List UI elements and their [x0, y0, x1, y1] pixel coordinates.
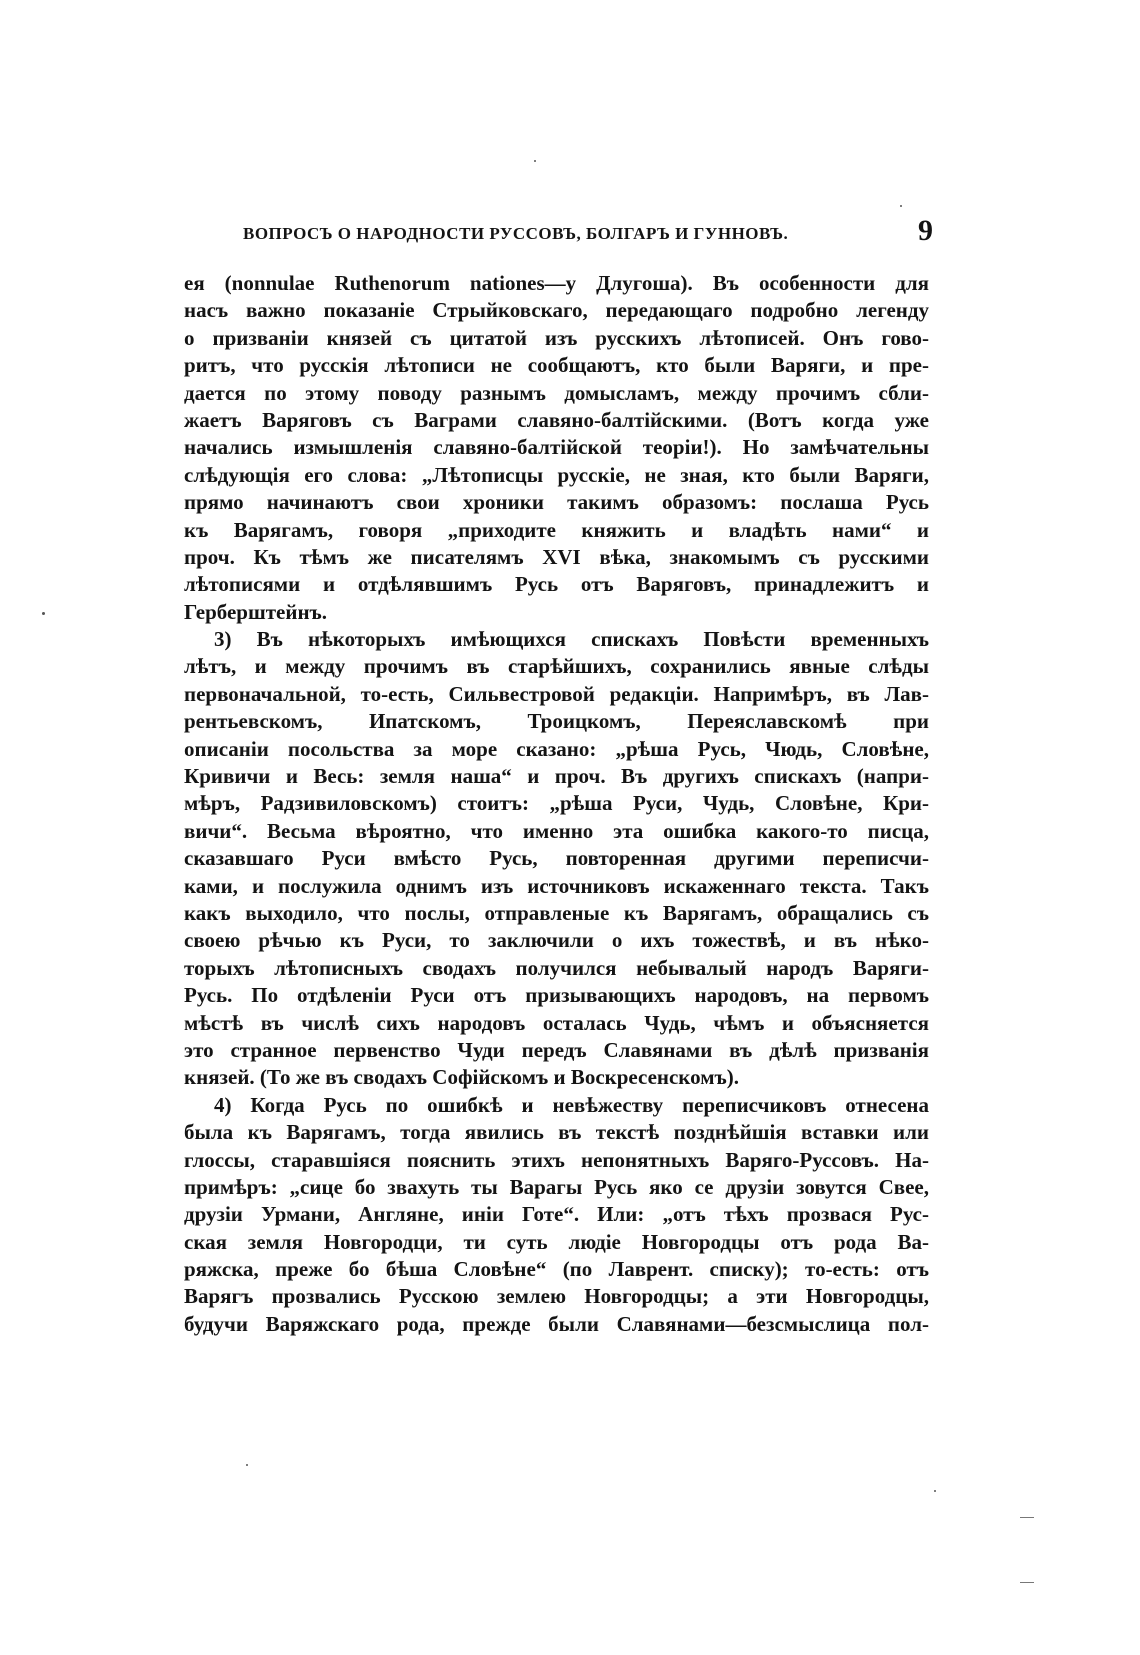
text-line: ряжска, преже бо бѣша Словѣне“ (по Лаврент. списку); то-есть: отъ — [184, 1257, 929, 1282]
paragraph-start-line: 3) Въ нѣкоторыхъ имѣющихся спискахъ Повѣсти временныхъ — [214, 627, 929, 652]
text-line: мѣръ, Радзивиловскомъ) стоитъ: „рѣша Руси, Чудь, Словѣне, Кри- — [184, 791, 929, 816]
text-line: прямо начинаютъ свои хроники такимъ образомъ: послаша Русь — [184, 490, 929, 515]
text-line: торыхъ лѣтописныхъ сводахъ получился небывалый народъ Варяги- — [184, 955, 929, 980]
text-line: о призваніи князей съ цитатой изъ русскихъ лѣтописей. Онъ гово- — [184, 325, 929, 350]
text-line: какъ выходило, что послы, отправленые къ Варягамъ, обращались съ — [184, 900, 929, 925]
paragraph-end-line: князей. (То же въ сводахъ Софійскомъ и Воскресенскомъ). — [184, 1065, 740, 1090]
scan-speck — [900, 205, 902, 207]
text-line: мѣстѣ въ числѣ сихъ народовъ осталась Чудь, чѣмъ и объясняется — [184, 1010, 929, 1035]
text-line: друзіи Урмани, Англяне, иніи Готе“. Или: „отъ тѣхъ прозвася Рус- — [184, 1202, 929, 1227]
text-line: это странное первенство Чуди передъ Славянами въ дѣлѣ призванія — [184, 1037, 929, 1062]
text-line: ская земля Новгородци, ти суть людіе Новгородцы отъ рода Ва- — [184, 1229, 929, 1254]
scan-mark — [1020, 1582, 1034, 1583]
text-line: проч. Къ тѣмъ же писателямъ XVI вѣка, знакомымъ съ русскими — [184, 544, 929, 569]
text-line: Кривичи и Весь: земля наша“ и проч. Въ другихъ спискахъ (напри- — [184, 764, 929, 789]
page-number: 9 — [918, 214, 933, 247]
text-line: своею рѣчью къ Руси, то заключили о ихъ тожествѣ, и въ нѣко- — [184, 928, 929, 953]
text-line: Русь. По отдѣленіи Руси отъ призывающихъ народовъ, на первомъ — [184, 983, 929, 1008]
text-line: ея (nonnulae Ruthenorum nationes—у Длугоша). Въ особенности для — [184, 271, 929, 295]
text-line: была къ Варягамъ, тогда явились въ текстѣ позднѣйшія вставки или — [184, 1120, 929, 1145]
text-line: вичи“. Весьма вѣроятно, что именно эта ошибка какого-то писца, — [184, 818, 929, 843]
text-line: лѣтъ, и между прочимъ въ старѣйшихъ, сохранились явные слѣды — [184, 654, 929, 679]
running-title: ВОПРОСЪ О НАРОДНОСТИ РУССОВЪ, БОЛГАРЪ И ГУННОВЪ. — [243, 224, 789, 243]
text-line: глоссы, старавшіяся пояснить этихъ непонятныхъ Варяго-Руссовъ. На- — [184, 1147, 929, 1172]
paragraph-end-line: Герберштейнъ. — [184, 599, 328, 624]
page-header — [243, 214, 933, 254]
text-line: насъ важно показаніе Стрыйковскаго, передающаго подробно легенду — [184, 298, 929, 323]
scan-speck — [42, 612, 45, 615]
text-line: сказавшаго Руси вмѣсто Русь, повторенная другими переписчи- — [184, 846, 929, 871]
scan-speck — [246, 1464, 248, 1466]
text-line: ками, и послужила однимъ изъ источниковъ искаженнаго текста. Такъ — [184, 873, 929, 898]
scan-mark — [1020, 1517, 1034, 1518]
text-line: ритъ, что русскія лѣтописи не сообщаютъ, кто были Варяги, и пре- — [184, 353, 929, 378]
text-line: Варягъ прозвались Русскою землею Новгородцы; а эти Новгородцы, — [184, 1284, 929, 1309]
text-line: къ Варягамъ, говоря „приходите княжить и владѣть нами“ и — [184, 517, 929, 542]
text-line: жаетъ Варяговъ съ Ваграми славяно-балтійскими. (Вотъ когда уже — [184, 407, 929, 432]
text-line: будучи Варяжскаго рода, прежде были Славянами—безсмыслица пол- — [184, 1311, 929, 1336]
text-line: начались измышленія славяно-балтійской теоріи!). Но замѣчательны — [184, 435, 929, 460]
scan-speck — [534, 160, 536, 162]
text-line: дается по этому поводу разнымъ домысламъ, между прочимъ сбли- — [184, 380, 929, 405]
text-line: слѣдующія его слова: „Лѣтописцы русскіе, не зная, кто были Варяги, — [184, 462, 929, 487]
text-line: лѣтописями и отдѣлявшимъ Русь отъ Варяговъ, принадлежитъ и — [184, 572, 929, 597]
text-line: описаніи посольства за море сказано: „рѣша Русь, Чюдь, Словѣне, — [184, 736, 929, 761]
text-line: примѣръ: „сице бо звахуть ты Варагы Русь яко се друзіи зовутся Свее, — [184, 1174, 929, 1199]
text-line: первоначальной, то-есть, Сильвестровой редакціи. Напримѣръ, въ Лав- — [184, 681, 929, 706]
text-line: рентьевскомъ, Ипатскомъ, Троицкомъ, Переяславскомѣ при — [184, 709, 929, 734]
body-text — [184, 270, 929, 1338]
paragraph-start-line: 4) Когда Русь по ошибкѣ и невѣжеству переписчиковъ отнесена — [214, 1092, 929, 1117]
scan-speck — [934, 1490, 936, 1492]
